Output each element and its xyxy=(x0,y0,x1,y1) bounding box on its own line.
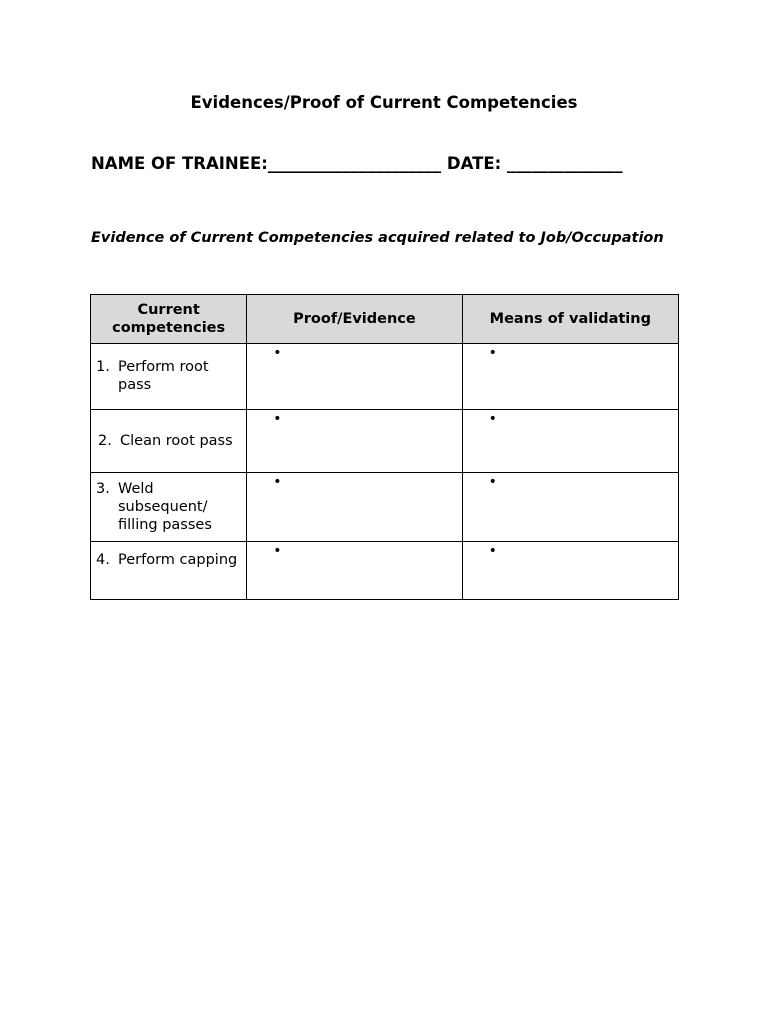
competency-number: 4. xyxy=(96,552,110,568)
table-row xyxy=(91,542,679,600)
date-label: DATE: xyxy=(446,154,502,173)
page-title: Evidences/Proof of Current Competencies xyxy=(190,93,578,112)
bullet-icon: • xyxy=(273,474,282,490)
date-blank[interactable]: ______________ xyxy=(506,154,623,173)
proof-evidence-cell[interactable] xyxy=(247,344,462,410)
competency-cell xyxy=(91,473,246,534)
evidence-heading: Evidence of Current Competencies acquired related to Job/Occupation xyxy=(91,230,664,246)
means-validating-cell[interactable] xyxy=(462,542,678,600)
bullet-icon: • xyxy=(488,543,497,559)
trainee-label: NAME OF TRAINEE: xyxy=(91,154,268,173)
table-row xyxy=(91,473,679,542)
competency-number: 3. xyxy=(96,481,110,497)
header-current-competencies: Current competencies xyxy=(91,295,247,344)
competency-cell xyxy=(91,410,246,472)
competency-text: Weld subsequent/ filling passes xyxy=(118,481,212,533)
competency-text: Clean root pass xyxy=(120,433,233,449)
bullet-icon: • xyxy=(273,543,282,559)
bullet-icon: • xyxy=(488,411,497,427)
table-header-row xyxy=(91,295,679,344)
competency-text: Perform capping xyxy=(118,552,238,568)
competency-cell xyxy=(91,542,246,569)
trainee-name-line xyxy=(91,151,678,176)
competency-text: Perform root pass xyxy=(118,359,209,393)
bullet-icon: • xyxy=(488,345,497,361)
bullet-icon: • xyxy=(273,345,282,361)
proof-evidence-cell[interactable] xyxy=(247,542,462,600)
table-row xyxy=(91,344,679,410)
competencies-table xyxy=(90,294,679,600)
competency-cell xyxy=(91,344,246,394)
trainee-name-blank[interactable]: _____________________ xyxy=(267,154,442,173)
means-validating-cell[interactable] xyxy=(462,344,678,410)
header-means-of-validating: Means of validating xyxy=(462,295,678,344)
proof-evidence-cell[interactable] xyxy=(247,473,462,542)
proof-evidence-cell[interactable] xyxy=(247,410,462,473)
means-validating-cell[interactable] xyxy=(462,473,678,542)
bullet-icon: • xyxy=(488,474,497,490)
table-row xyxy=(91,410,679,473)
bullet-icon: • xyxy=(273,411,282,427)
competency-number: 1. xyxy=(96,359,110,375)
means-validating-cell[interactable] xyxy=(462,410,678,473)
header-proof-evidence: Proof/Evidence xyxy=(247,295,462,344)
competency-number: 2. xyxy=(98,433,112,449)
